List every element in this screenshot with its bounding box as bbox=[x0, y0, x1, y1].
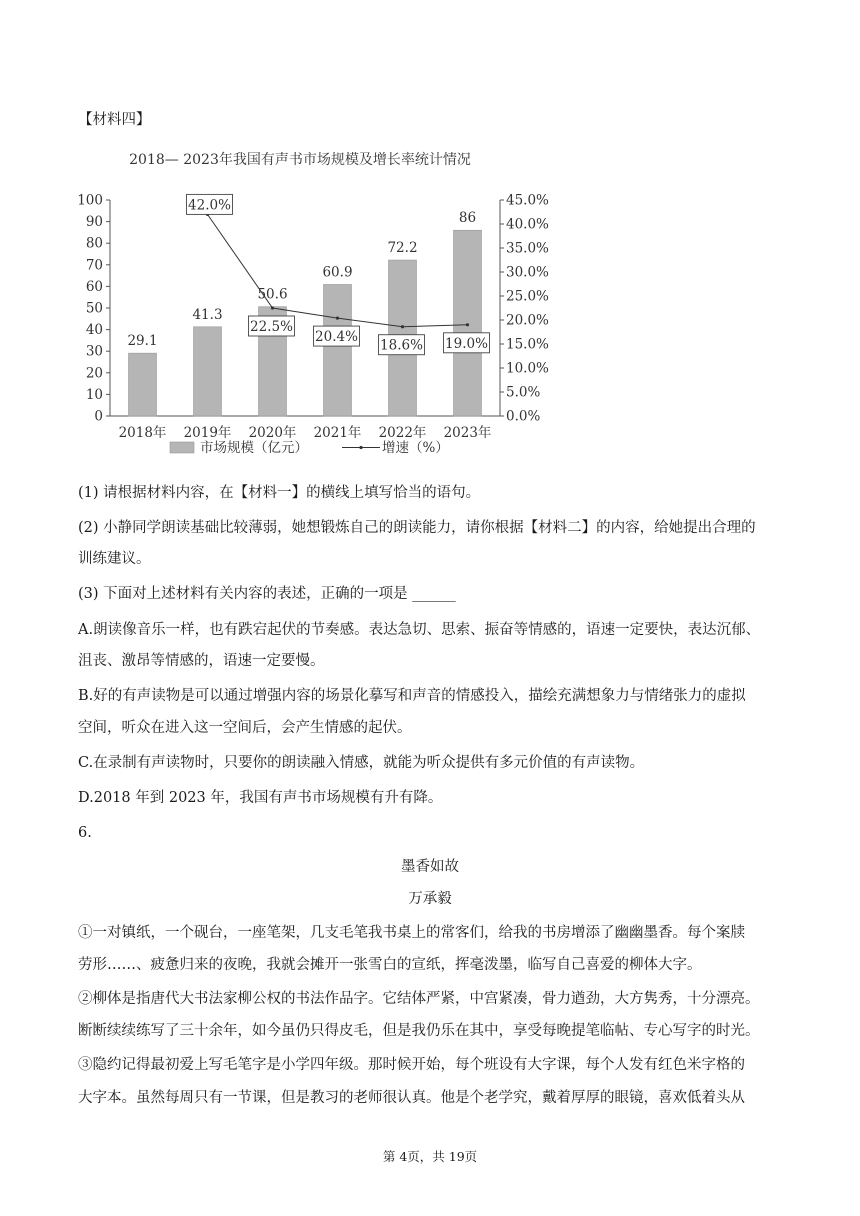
bar bbox=[194, 327, 222, 416]
section-label: 【材料四】 bbox=[78, 112, 151, 128]
bar bbox=[454, 230, 482, 416]
x-axis-tick-label: 2022年 bbox=[378, 425, 427, 441]
x-axis-tick-label: 2019年 bbox=[183, 425, 232, 441]
option-b-line-2: 空间，听众在进入这一空间后，会产生情感的起伏。 bbox=[78, 720, 412, 736]
x-axis-tick-label: 2023年 bbox=[443, 425, 492, 441]
right-axis-tick-label: 10.0% bbox=[506, 360, 549, 377]
article-author: 万承毅 bbox=[408, 891, 452, 907]
growth-label: 18.6% bbox=[380, 337, 423, 354]
right-axis-tick-label: 25.0% bbox=[506, 288, 549, 305]
article-line-1: ①一对镇纸，一个砚台，一座笔架，几支毛笔我书桌上的常客们，给我的书房增添了幽幽墨香。每个案牍 bbox=[78, 925, 745, 941]
question-1: (1) 请根据材料内容，在【材料一】的横线上填写恰当的语句。 bbox=[78, 485, 481, 501]
question-2-line-1: (2) 小静同学朗读基础比较薄弱，她想锻炼自己的朗读能力，请你根据【材料二】的内容，给她提出合理的 bbox=[78, 520, 756, 536]
growth-point bbox=[271, 306, 274, 309]
left-axis-tick-label: 20 bbox=[85, 365, 103, 382]
legend-line-label: 增速（%） bbox=[382, 440, 449, 456]
article-line-4: 断断续续练写了三十余年，如今虽仍只得皮毛，但是我仍乐在其中，享受每晚提笔临帖、专心写字的时光。 bbox=[78, 1023, 760, 1039]
question-3: (3) 下面对上述材料有关内容的表述，正确的一项是 ______ bbox=[78, 586, 456, 602]
left-axis-tick-label: 90 bbox=[85, 214, 103, 231]
chart-title: 2018— 2023年我国有声书市场规模及增长率统计情况 bbox=[129, 152, 471, 168]
right-axis-tick-label: 20.0% bbox=[506, 312, 549, 329]
growth-label: 20.4% bbox=[315, 329, 358, 346]
left-axis-tick-label: 50 bbox=[85, 300, 103, 317]
x-axis-tick-label: 2020年 bbox=[248, 425, 297, 441]
chart-legend bbox=[170, 439, 449, 456]
option-d: D.2018 年到 2023 年，我国有声书市场规模有升有降。 bbox=[78, 790, 443, 806]
article-line-5: ③隐约记得最初爱上写毛笔字是小学四年级。那时候开始，每个班设有大字课，每个人发有红色米字格的 bbox=[78, 1057, 745, 1073]
bar bbox=[129, 353, 157, 416]
option-b-line-1: B.好的有声读物是可以通过增强内容的场景化摹写和声音的情感投入，描绘充满想象力与情绪张力的虚拟 bbox=[78, 688, 746, 704]
left-axis-tick-label: 60 bbox=[85, 278, 103, 295]
bar bbox=[324, 284, 352, 416]
question-number-6: 6. bbox=[78, 825, 92, 841]
x-axis-tick-label: 2018年 bbox=[118, 425, 167, 441]
chart-svg bbox=[70, 140, 570, 470]
growth-point bbox=[336, 316, 339, 319]
left-axis-tick-label: 80 bbox=[85, 235, 103, 252]
legend-line-point bbox=[359, 446, 362, 449]
legend-bar-swatch bbox=[170, 442, 194, 453]
growth-point bbox=[401, 325, 404, 328]
left-axis-tick-label: 100 bbox=[77, 192, 103, 209]
growth-label: 42.0% bbox=[188, 197, 231, 214]
bar-value-label: 86 bbox=[458, 210, 477, 227]
left-axis-tick-label: 70 bbox=[85, 257, 103, 274]
bar-value-label: 60.9 bbox=[322, 264, 353, 281]
question-2-line-2: 训练建议。 bbox=[78, 551, 151, 567]
right-axis-tick-label: 40.0% bbox=[506, 216, 549, 233]
right-axis-tick-label: 15.0% bbox=[506, 336, 549, 353]
growth-label: 19.0% bbox=[445, 335, 488, 352]
option-a-line-1: A.朗读像音乐一样，也有跌宕起伏的节奏感。表达急切、思索、振奋等情感的，语速一定要快，表达沉郁、 bbox=[78, 622, 761, 638]
left-axis-tick-label: 40 bbox=[85, 322, 103, 339]
bar-value-label: 41.3 bbox=[192, 306, 223, 323]
growth-label: 22.5% bbox=[250, 319, 293, 335]
chart-data-labels bbox=[127, 194, 489, 354]
bar-value-label: 72.2 bbox=[387, 240, 418, 257]
option-a-line-2: 沮丧、激昂等情感的，语速一定要慢。 bbox=[78, 653, 325, 669]
left-axis-tick-label: 10 bbox=[85, 386, 103, 403]
right-axis-tick-label: 0.0% bbox=[506, 408, 541, 425]
growth-point bbox=[466, 323, 469, 326]
right-axis-tick-label: 45.0% bbox=[506, 192, 549, 209]
article-line-6: 大字本。虽然每周只有一节课，但是教习的老师很认真。他是个老学究，戴着厚厚的眼镜，喜欢低着头从 bbox=[78, 1090, 745, 1106]
bar-value-label: 50.6 bbox=[257, 286, 288, 303]
x-axis-tick-label: 2021年 bbox=[313, 425, 362, 441]
bar-value-label: 29.1 bbox=[127, 333, 158, 350]
article-line-3: ②柳体是指唐代大书法家柳公权的书法作品字。它结体严紧，中宫紧凑，骨力遒劲，大方隽秀，十分漂亮。 bbox=[78, 991, 760, 1007]
article-line-2: 劳形……、疲惫归来的夜晚，我就会摊开一张雪白的宣纸，挥毫泼墨，临写自己喜爱的柳体大字。 bbox=[78, 957, 702, 973]
right-axis-tick-label: 30.0% bbox=[506, 264, 549, 281]
article-title: 墨香如故 bbox=[401, 859, 459, 875]
left-axis-tick-label: 0 bbox=[94, 408, 103, 425]
right-axis-tick-label: 5.0% bbox=[506, 384, 541, 401]
option-c: C.在录制有声读物时，只要你的朗读融入情感，就能为听众提供有多元价值的有声读物。 bbox=[78, 755, 645, 771]
legend-bar-label: 市场规模（亿元） bbox=[200, 440, 308, 456]
chart-bars bbox=[129, 230, 482, 416]
left-axis-tick-label: 30 bbox=[85, 343, 103, 360]
chart bbox=[70, 140, 570, 470]
page-footer: 第 4页，共 19页 bbox=[382, 1149, 478, 1164]
right-axis-tick-label: 35.0% bbox=[506, 240, 549, 257]
